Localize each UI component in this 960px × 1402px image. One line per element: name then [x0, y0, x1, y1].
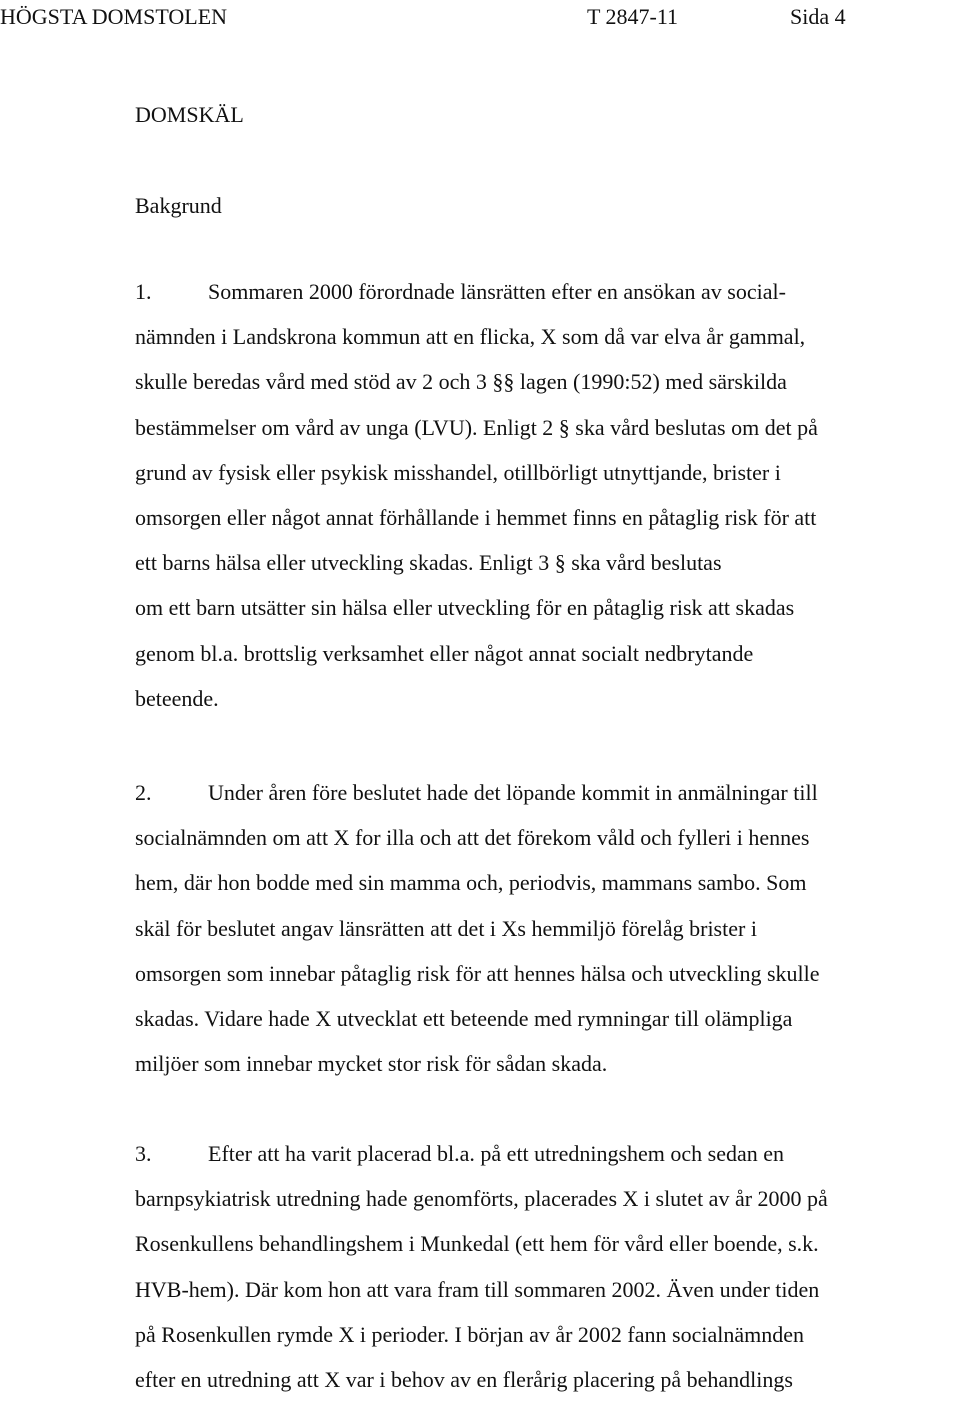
section-heading-bakgrund: Bakgrund — [135, 193, 222, 218]
case-number: T 2847-11 — [587, 4, 679, 29]
paragraph-3 — [135, 1131, 955, 1402]
paragraph-1 — [135, 269, 955, 721]
paragraph-line: på Rosenkullen rymde X i perioder. I början av år 2002 fann socialnämnden — [135, 1321, 804, 1347]
paragraph-line: hem, där hon bodde med sin mamma och, periodvis, mammans sambo. Som — [135, 870, 807, 896]
court-name: HÖGSTA DOMSTOLEN — [0, 4, 228, 29]
paragraph-line: beteende. — [135, 685, 219, 711]
paragraph-line: nämnden i Landskrona kommun att en flicka, X som då var elva år gammal, — [135, 324, 806, 350]
paragraph-line: HVB-hem). Där kom hon att vara fram till sommaren 2002. Även under tiden — [135, 1276, 820, 1302]
paragraph-line: socialnämnden om att X for illa och att det förekom våld och fylleri i hennes — [135, 825, 810, 851]
section-heading-domskal: DOMSKÄL — [135, 102, 244, 127]
page-header — [0, 0, 960, 34]
paragraph-line: skäl för beslutet angav länsrätten att det i Xs hemmiljö förelåg brister i — [135, 915, 757, 941]
paragraph-text: Under åren före beslutet hade det löpande kommit in anmälningar till — [208, 780, 818, 805]
paragraph-line — [135, 1131, 955, 1176]
paragraph-line: bestämmelser om vård av unga (LVU). Enligt 2 § ska vård beslutas om det på — [135, 414, 818, 440]
paragraph-number: 1. — [135, 279, 152, 304]
paragraph-line: skadas. Vidare hade X utvecklat ett beteende med rymningar till olämpliga — [135, 1005, 793, 1031]
paragraph-line: ett barns hälsa eller utveckling skadas. Enligt 3 § ska vård beslutas — [135, 550, 722, 576]
paragraph-line — [135, 269, 955, 314]
page-number: Sida 4 — [790, 4, 846, 29]
paragraph-line: genom bl.a. brottslig verksamhet eller något annat socialt nedbrytande — [135, 640, 754, 666]
paragraph-line: om ett barn utsätter sin hälsa eller utveckling för en påtaglig risk att skadas — [135, 595, 795, 621]
paragraph-line — [135, 770, 955, 815]
paragraph-line: miljöer som innebar mycket stor risk för sådan skada. — [135, 1051, 608, 1077]
paragraph-line: efter en utredning att X var i behov av en flerårig placering på behandlings — [135, 1366, 793, 1392]
paragraph-line: skulle beredas vård med stöd av 2 och 3 §§ lagen (1990:52) med särskilda — [135, 369, 787, 395]
paragraph-line: omsorgen som innebar påtaglig risk för att hennes hälsa och utveckling skulle — [135, 960, 820, 986]
paragraph-line: barnpsykiatrisk utredning hade genomförts, placerades X i slutet av år 2000 på — [135, 1186, 828, 1212]
paragraph-text: Sommaren 2000 förordnade länsrätten efter en ansökan av social- — [208, 279, 786, 304]
paragraph-line: omsorgen eller något annat förhållande i hemmet finns en påtaglig risk för att — [135, 504, 817, 530]
paragraph-text: Efter att ha varit placerad bl.a. på ett utredningshem och sedan en — [208, 1141, 785, 1166]
paragraph-2 — [135, 770, 955, 1086]
paragraph-number: 2. — [135, 780, 152, 805]
paragraph-number: 3. — [135, 1141, 152, 1166]
paragraph-line: grund av fysisk eller psykisk misshandel, otillbörligt utnyttjande, brister i — [135, 459, 781, 485]
paragraph-line: Rosenkullens behandlingshem i Munkedal (ett hem för vård eller boende, s.k. — [135, 1231, 819, 1257]
